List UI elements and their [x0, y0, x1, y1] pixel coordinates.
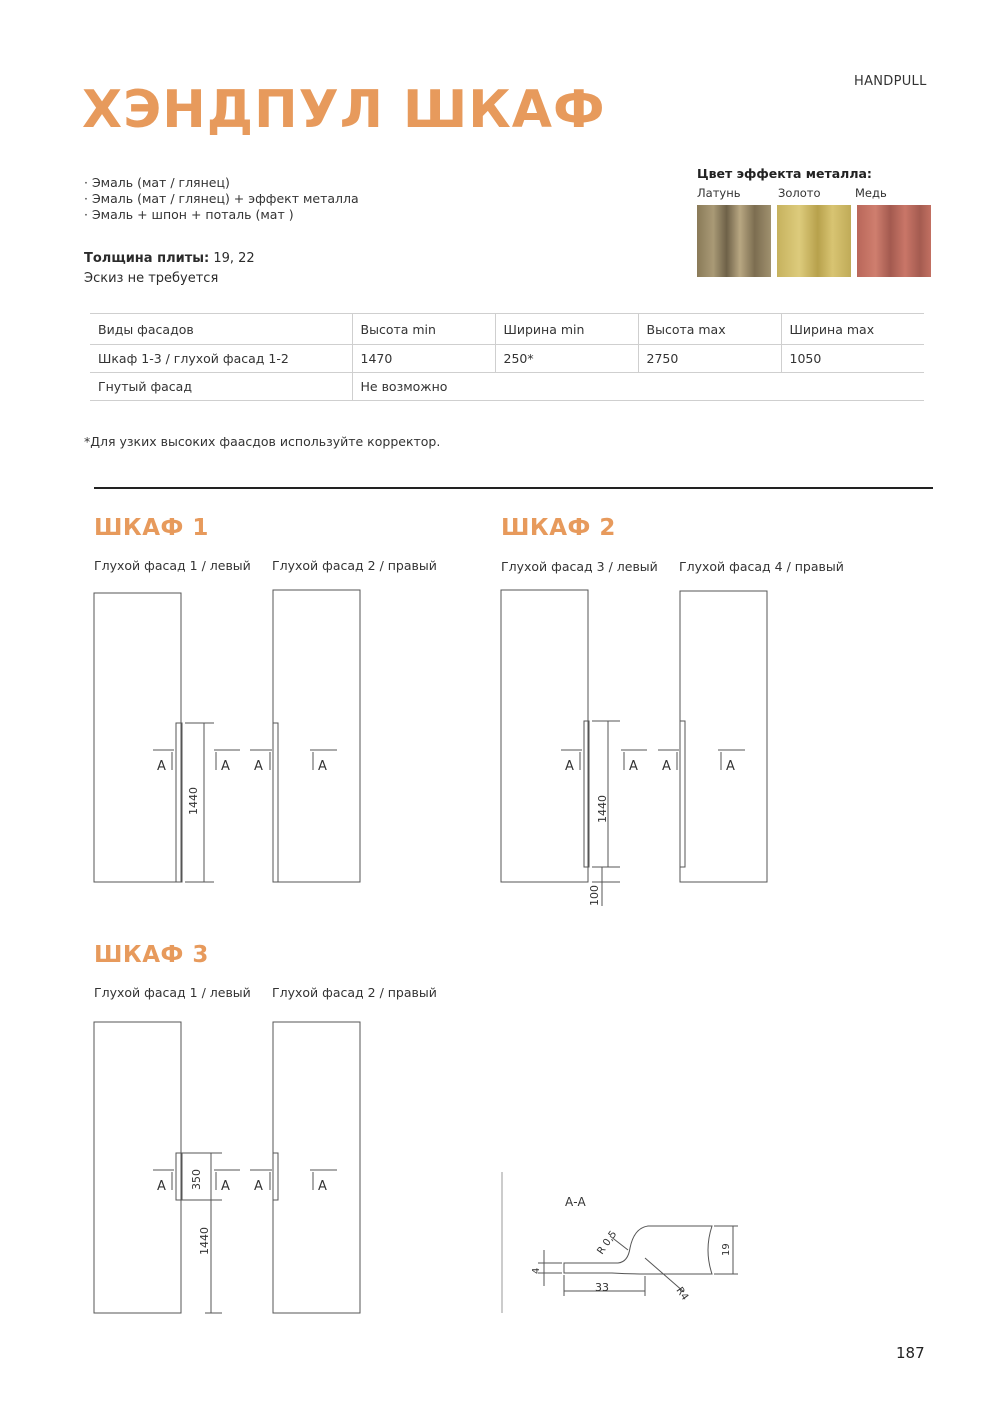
section-mark: A — [565, 759, 574, 774]
cabinet-2-drawing — [501, 590, 767, 906]
cabinet-3-drawing — [94, 1022, 360, 1313]
dimension-label: 1440 — [187, 787, 200, 815]
table-cell: Гнутый фасад — [90, 373, 352, 401]
section-mark: A — [221, 759, 230, 774]
table-header: Виды фасадов — [90, 314, 352, 345]
handle-profile — [680, 721, 685, 867]
swatch-label-copper: Медь — [855, 186, 887, 200]
facade-panel — [94, 593, 181, 882]
table-header: Высота min — [352, 314, 495, 345]
footnote: *Для узких высоких фаасдов используйте корректор. — [84, 434, 441, 449]
thickness-label: Толщина плиты: — [84, 251, 210, 266]
section-mark: A — [254, 759, 263, 774]
dimension-label: 4 — [531, 1267, 542, 1274]
sketch-note: Эскиз не требуется — [84, 271, 219, 286]
handle-profile — [273, 1153, 278, 1200]
swatch-label-gold: Золото — [778, 186, 821, 200]
dimension-label: R 0,5 — [595, 1229, 620, 1257]
section-mark: A — [157, 759, 166, 774]
table-cell: 2750 — [638, 345, 781, 373]
section-mark: A — [629, 759, 638, 774]
section-mark: A — [254, 1179, 263, 1194]
facade-label: Глухой фасад 4 / правый — [679, 559, 844, 574]
section-mark: A — [318, 759, 327, 774]
thickness-value: 19, 22 — [209, 251, 255, 266]
facade-panel — [273, 590, 360, 882]
dimension-label: 33 — [595, 1281, 609, 1294]
table-cell: Не возможно — [352, 373, 924, 401]
table-cell: 1470 — [352, 345, 495, 373]
facade-label: Глухой фасад 2 / правый — [272, 985, 437, 1000]
facade-panel — [501, 590, 588, 882]
page-number: 187 — [896, 1344, 925, 1362]
facade-label: Глухой фасад 2 / правый — [272, 558, 437, 573]
section-title: А-А — [565, 1195, 586, 1209]
facade-label: Глухой фасад 1 / левый — [94, 558, 251, 573]
dimension-label: 100 — [588, 885, 601, 906]
dimension-label: 1440 — [596, 795, 609, 823]
profile-section — [564, 1226, 712, 1274]
section-mark: A — [662, 759, 671, 774]
facade-panel — [273, 1022, 360, 1313]
metal-color-title: Цвет эффекта металла: — [697, 166, 872, 181]
section-aa-drawing — [502, 1172, 738, 1313]
table-cell: Шкаф 1-3 / глухой фасад 1-2 — [90, 345, 352, 373]
section-title-cabinet-2: ШКАФ 2 — [501, 515, 616, 541]
table-header: Высота max — [638, 314, 781, 345]
dimension-label: 1440 — [198, 1227, 211, 1255]
cabinet-1-drawing — [94, 590, 360, 882]
facade-panel — [94, 1022, 181, 1313]
handle-profile — [273, 723, 278, 882]
facade-panel — [680, 591, 767, 882]
facade-label: Глухой фасад 1 / левый — [94, 985, 251, 1000]
dimension-label: 19 — [721, 1243, 732, 1256]
section-mark: A — [318, 1179, 327, 1194]
feature-item: · Эмаль (мат / глянец) + эффект металла — [84, 191, 359, 206]
page-title: ХЭНДПУЛ ШКАФ — [82, 80, 606, 140]
table-cell: 1050 — [781, 345, 924, 373]
brand-label: HANDPULL — [854, 74, 927, 89]
section-title-cabinet-1: ШКАФ 1 — [94, 515, 209, 541]
section-mark: A — [726, 759, 735, 774]
section-title-cabinet-3: ШКАФ 3 — [94, 942, 209, 968]
feature-item: · Эмаль + шпон + поталь (мат ) — [84, 207, 294, 222]
section-mark: A — [221, 1179, 230, 1194]
table-header: Ширина max — [781, 314, 924, 345]
dimension-label: R4 — [673, 1285, 691, 1303]
feature-item: · Эмаль (мат / глянец) — [84, 175, 230, 190]
table-cell: 250* — [495, 345, 638, 373]
section-mark: A — [157, 1179, 166, 1194]
facade-label: Глухой фасад 3 / левый — [501, 559, 658, 574]
table-header: Ширина min — [495, 314, 638, 345]
dimension-label: 350 — [190, 1169, 203, 1190]
swatch-label-brass: Латунь — [697, 186, 741, 200]
